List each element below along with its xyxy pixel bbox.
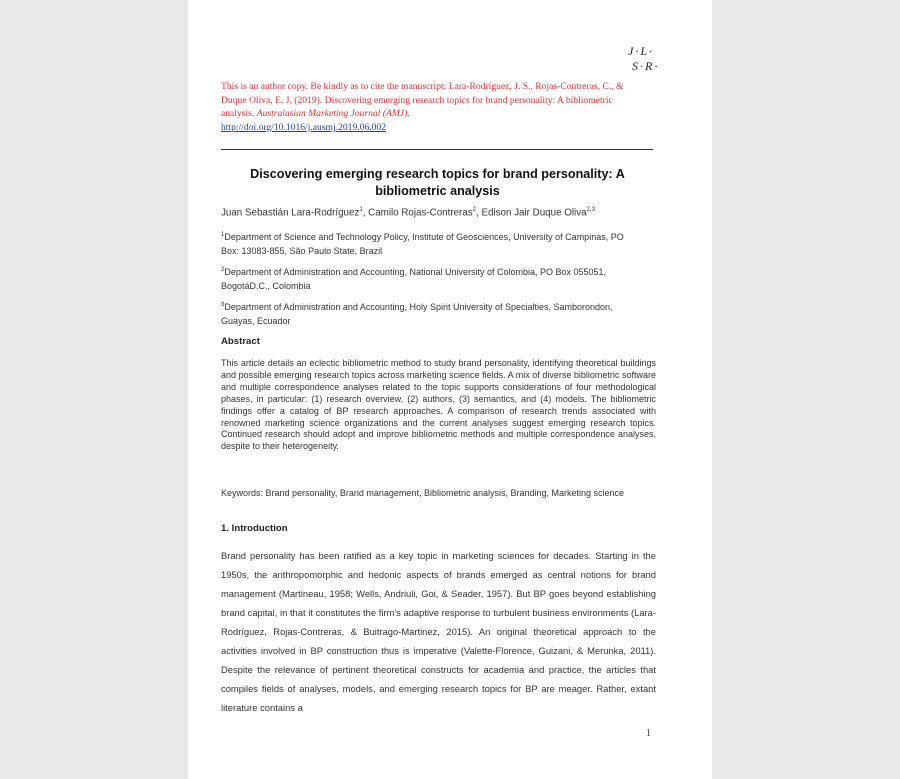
affiliation-1 (221, 229, 641, 258)
author-1-sup: 1 (359, 207, 363, 213)
author-2: , Camilo Rojas-Contreras (362, 207, 473, 219)
affiliation-text: Department of Administration and Accounting, Holy Spirit University of Specialties, Samborondon, Guayas, Ecuador (221, 302, 613, 326)
logo-line-1: J·L· (628, 44, 654, 58)
introduction-text: Brand personality has been ratified as a key topic in marketing sciences for decades. Starting in the 1950s, the anthropomorphic and hedonic aspects of brands emerged as central notions for brand management (Martineau, 1958; Wells, Andriuli, Goi, & Seader, 1957). But BP goes beyond establishing brand capital, in that it constitutes the firm's adaptive response to turbulent business environments (Lara-Rodríguez, Rojas-Contreras, & Buitrago-Martinez, 2015). An original theoretical approach to the activities involved in BP construction thus is imperative (Valette-Florence, Guizani, & Merunka, 2011). Despite the relevance of pertinent theoretical constructs for academia and practice, the articles that compiles fields of analyses, models, and emerging research topics for BP are meager. Rather, extant literature contains a (221, 550, 656, 713)
doi-link[interactable]: http://doi.org/10.1016/j.ausmj.2019.06.002 (221, 121, 387, 133)
author-3-sup: 2,3 (586, 207, 595, 213)
divider-line (221, 149, 653, 150)
affiliation-sup: 1 (221, 232, 225, 238)
affiliation-3 (221, 299, 641, 328)
abstract-heading: Abstract (221, 336, 260, 347)
author-copy-notice (221, 80, 641, 134)
journal-name: Australasian Marketing Journal (AMJ). (256, 108, 410, 120)
affiliation-text: Department of Administration and Accounting, National University of Colombia, PO Box 055051, BogotáD.C., Colombia (221, 267, 607, 291)
affiliation-sup: 2 (221, 267, 225, 273)
affiliation-sup: 3 (221, 302, 225, 308)
author-list (221, 207, 661, 218)
citation-text: This is an author copy. Be kindly as to cite the manuscript: Lara-Rodríguez, J. S., Rojas-Contreras, C., & Duque Oliva, E. J. (2019). Discovering emerging research topics for brand personality: A bibliometric analysis. (221, 81, 624, 120)
affiliation-2 (221, 264, 641, 293)
page-number: 1 (646, 728, 651, 739)
author-1: Juan Sebastián Lara-Rodríguez (221, 207, 360, 219)
paper-title: Discovering emerging research topics for brand personality: A bibliometric analysis (250, 167, 625, 198)
logo-line-2: S·R· (632, 59, 660, 73)
journal-logo (622, 40, 678, 78)
affiliation-text: Department of Science and Technology Policy, Institute of Geosciences, University of Campinas, PO Box: 13083-855, São Paulo State, Brazil (221, 232, 624, 256)
author-3: , Edison Jair Duque Oliva (476, 207, 587, 219)
introduction-heading: 1. Introduction (221, 523, 288, 534)
keywords: Keywords: Brand personality, Brand management, Bibliometric analysis, Branding, Marketing science (221, 488, 625, 498)
abstract-text: This article details an eclectic bibliometric method to study brand personality, identifying theoretical buildings and possible emerging research topics across marketing science fields. A mix of diverse bibliometric software and multiple correspondence analyses related to the topic supports considerations of four methodological phases, in particular: (1) research overview, (2) authors, (3) semantics, and (4) models. The bibliometric findings offer a catalog of BP research approaches. A comparison of research trends associated with renowned marketing science organizations and the current analyses suggest emerging research topics. Continued research should adopt and improve bibliometric methods and multiple correspondence analyses, despite to their heterogeneity. (221, 358, 656, 452)
author-2-sup: 2 (472, 207, 477, 213)
